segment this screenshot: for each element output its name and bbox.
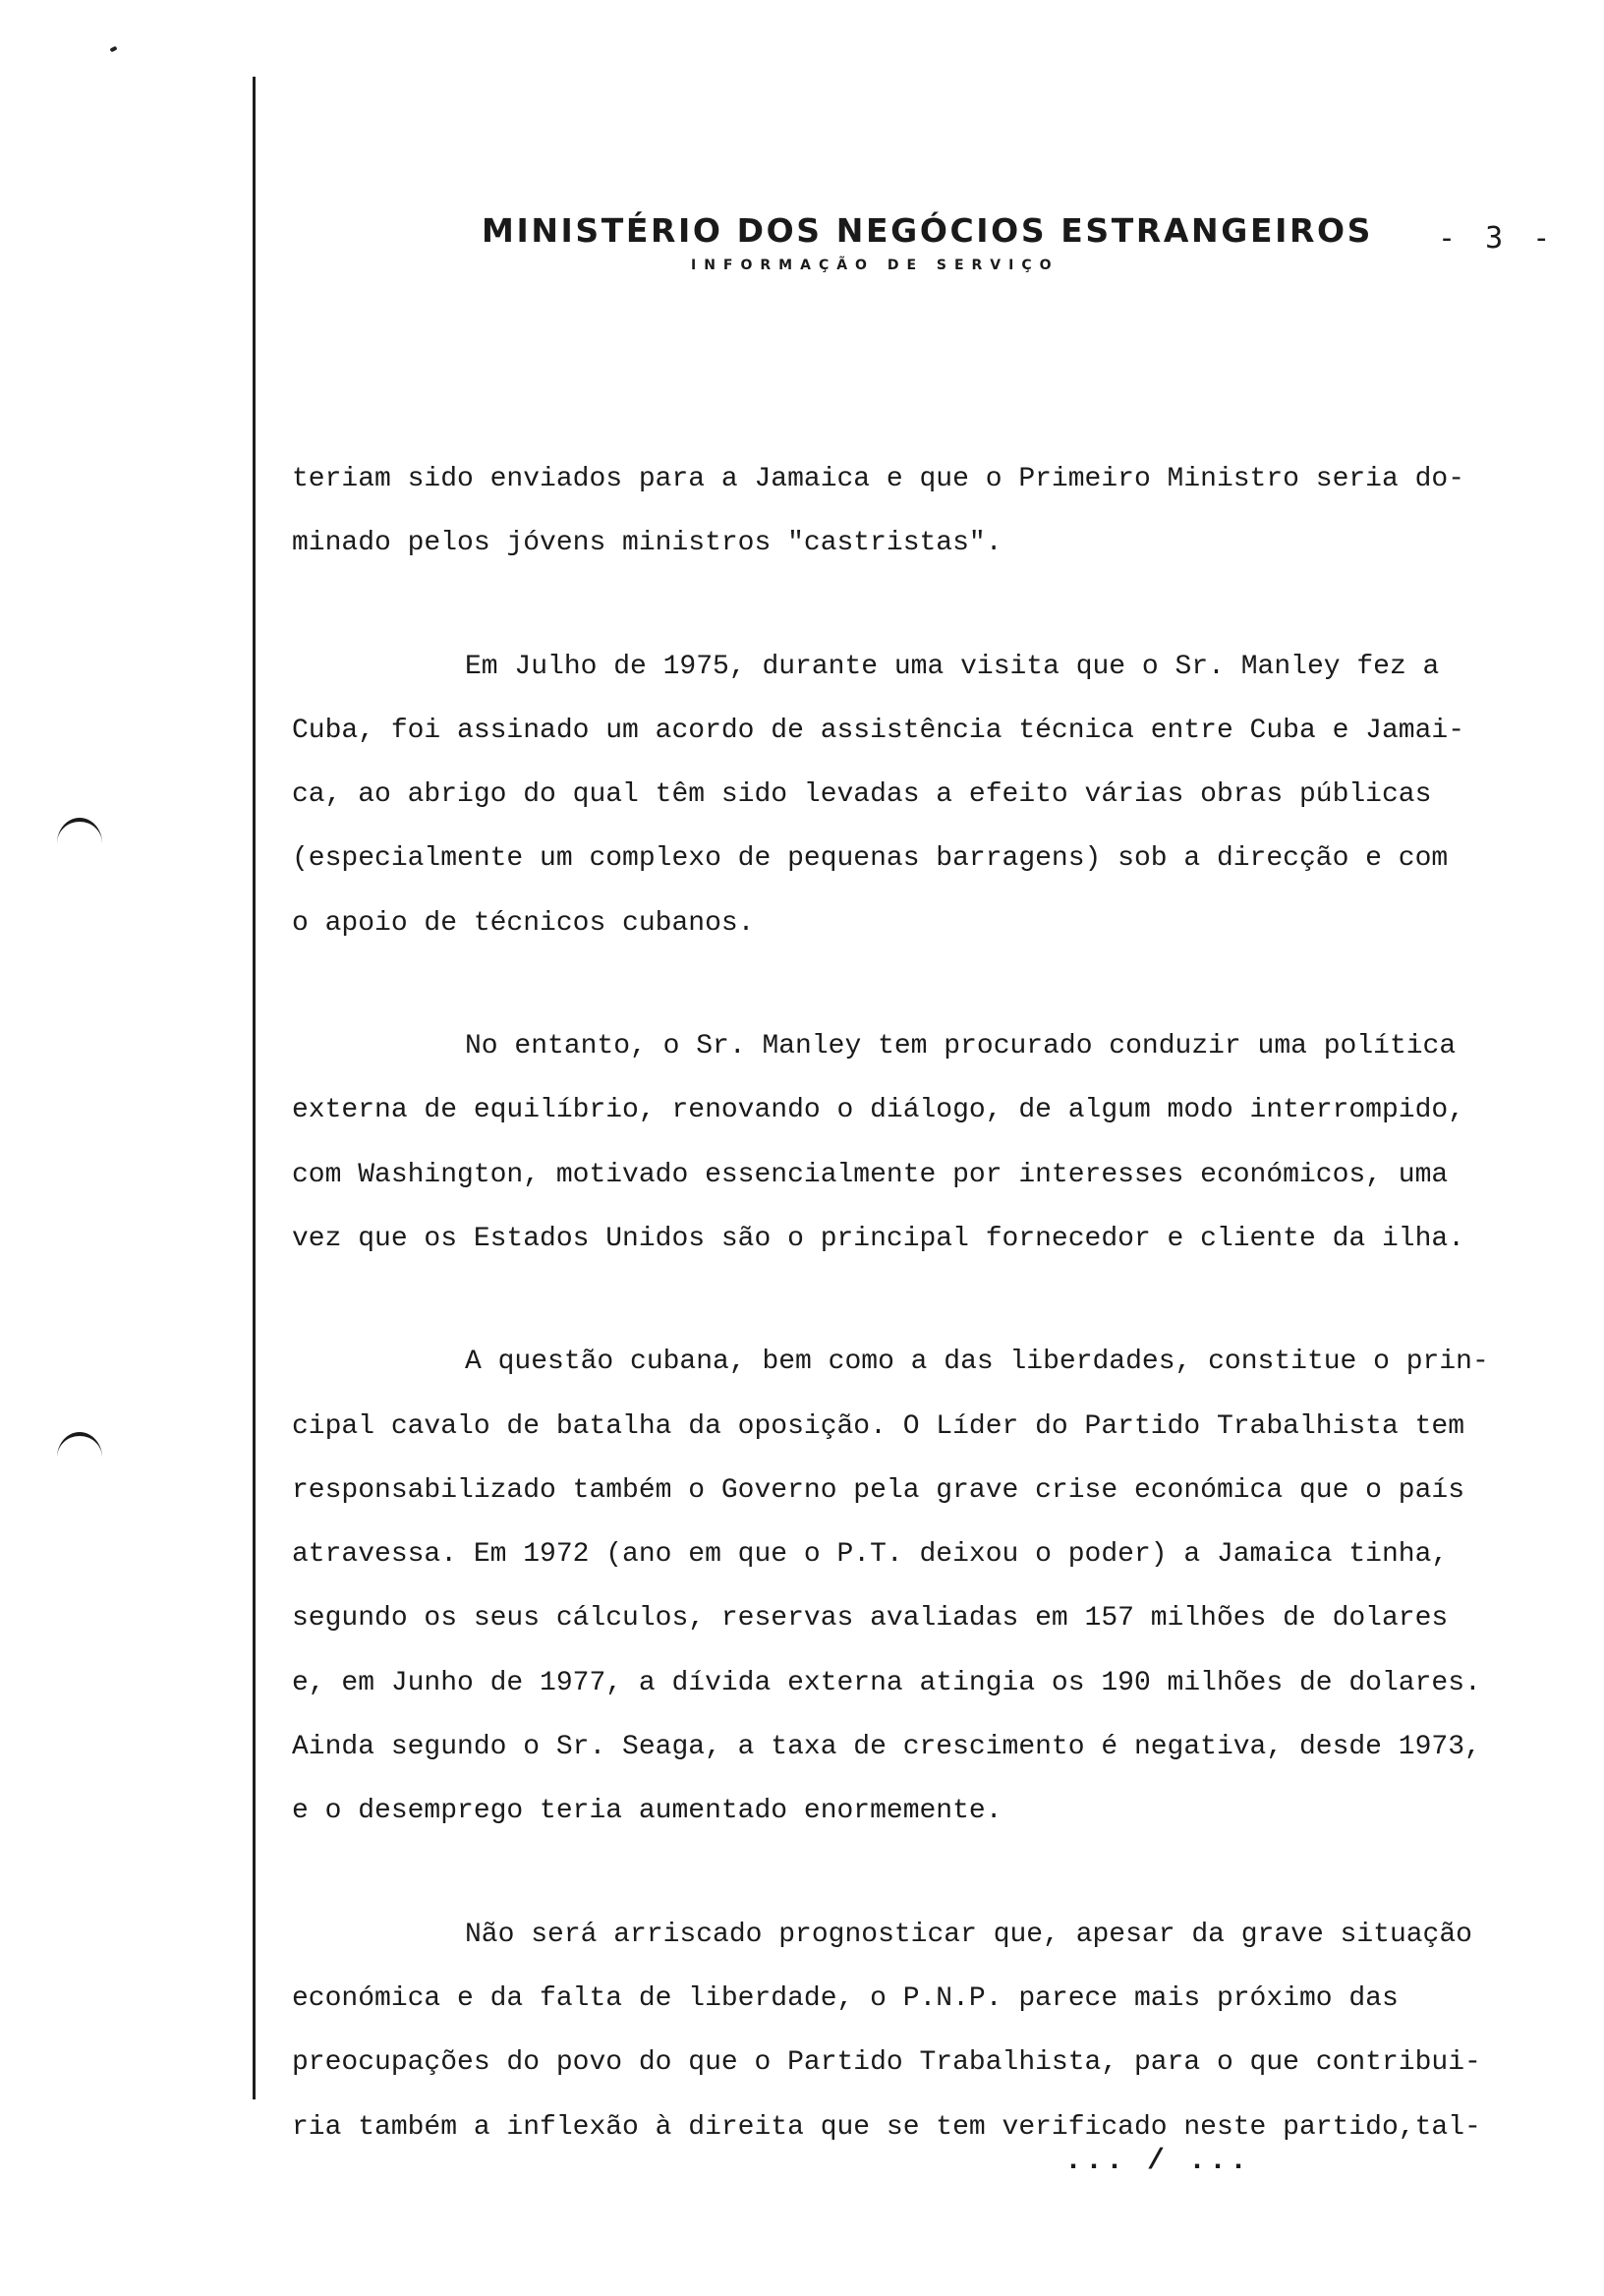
- paragraph: [292, 447, 1570, 576]
- text-line: teriam sido enviados para a Jamaica e que o Primeiro Ministro seria do-: [292, 464, 1464, 494]
- text-line: Cuba, foi assinado um acordo de assistência técnica entre Cuba e Jamai-: [292, 715, 1464, 746]
- text-line: o apoio de técnicos cubanos.: [292, 907, 755, 939]
- punch-hole-mark: [57, 818, 102, 843]
- text-line: preocupações do povo do que o Partido Trabalhista, para o que contribui-: [292, 2047, 1481, 2079]
- punch-hole-mark: [57, 1432, 102, 1458]
- document-type-subtitle: INFORMAÇÃO DE SERVIÇO: [691, 258, 1060, 273]
- text-line: económica e da falta de liberdade, o P.N.P. parece mais próximo das: [292, 1982, 1399, 2014]
- text-line: com Washington, motivado essencialmente por interesses económicos, uma: [292, 1159, 1449, 1190]
- scan-speck: [109, 46, 117, 53]
- document-body: [292, 447, 1570, 2159]
- paragraph: [292, 635, 1570, 955]
- ministry-title: MINISTÉRIO DOS NEGÓCIOS ESTRANGEIROS: [482, 211, 1373, 250]
- text-line: A questão cubana, bem como a das liberdades, constitue o prin-: [465, 1347, 1489, 1378]
- text-line: e, em Junho de 1977, a dívida externa atingia os 190 milhões de dolares.: [292, 1667, 1481, 1698]
- text-line: Não será arriscado prognosticar que, apesar da grave situação: [465, 1919, 1472, 1950]
- text-line: e o desemprego teria aumentado enormemente.: [292, 1796, 1002, 1827]
- text-line: vez que os Estados Unidos são o principal fornecedor e cliente da ilha.: [292, 1223, 1464, 1254]
- text-line: externa de equilíbrio, renovando o diálogo, de algum modo interrompido,: [292, 1095, 1464, 1126]
- text-line: atravessa. Em 1972 (ano em que o P.T. deixou o poder) a Jamaica tinha,: [292, 1539, 1449, 1571]
- continuation-marker: ... / ...: [1064, 2145, 1251, 2178]
- text-line: segundo os seus cálculos, reservas avaliadas em 157 milhões de dolares: [292, 1603, 1449, 1635]
- text-line: cipal cavalo de batalha da oposição. O Líder do Partido Trabalhista tem: [292, 1410, 1464, 1442]
- page-margin-rule: [253, 77, 256, 2099]
- text-line: (especialmente um complexo de pequenas barragens) sob a direcção e com: [292, 843, 1449, 875]
- text-line: No entanto, o Sr. Manley tem procurado conduzir uma política: [465, 1031, 1457, 1062]
- text-line: Em Julho de 1975, durante uma visita que o Sr. Manley fez a: [465, 651, 1440, 682]
- letterhead: [482, 211, 1373, 273]
- paragraph: [292, 1014, 1570, 1271]
- paragraph: [292, 1903, 1570, 2159]
- paragraph: [292, 1330, 1570, 1843]
- text-line: responsabilizado também o Governo pela grave crise económica que o país: [292, 1474, 1464, 1506]
- page-number: - 3 -: [1438, 221, 1557, 256]
- text-line: ca, ao abrigo do qual têm sido levadas a efeito várias obras públicas: [292, 779, 1432, 811]
- text-line: Ainda segundo o Sr. Seaga, a taxa de crescimento é negativa, desde 1973,: [292, 1732, 1481, 1763]
- text-line: minado pelos jóvens ministros "castristas".: [292, 528, 1002, 559]
- text-line: ria também a inflexão à direita que se tem verificado neste partido,tal-: [292, 2111, 1481, 2143]
